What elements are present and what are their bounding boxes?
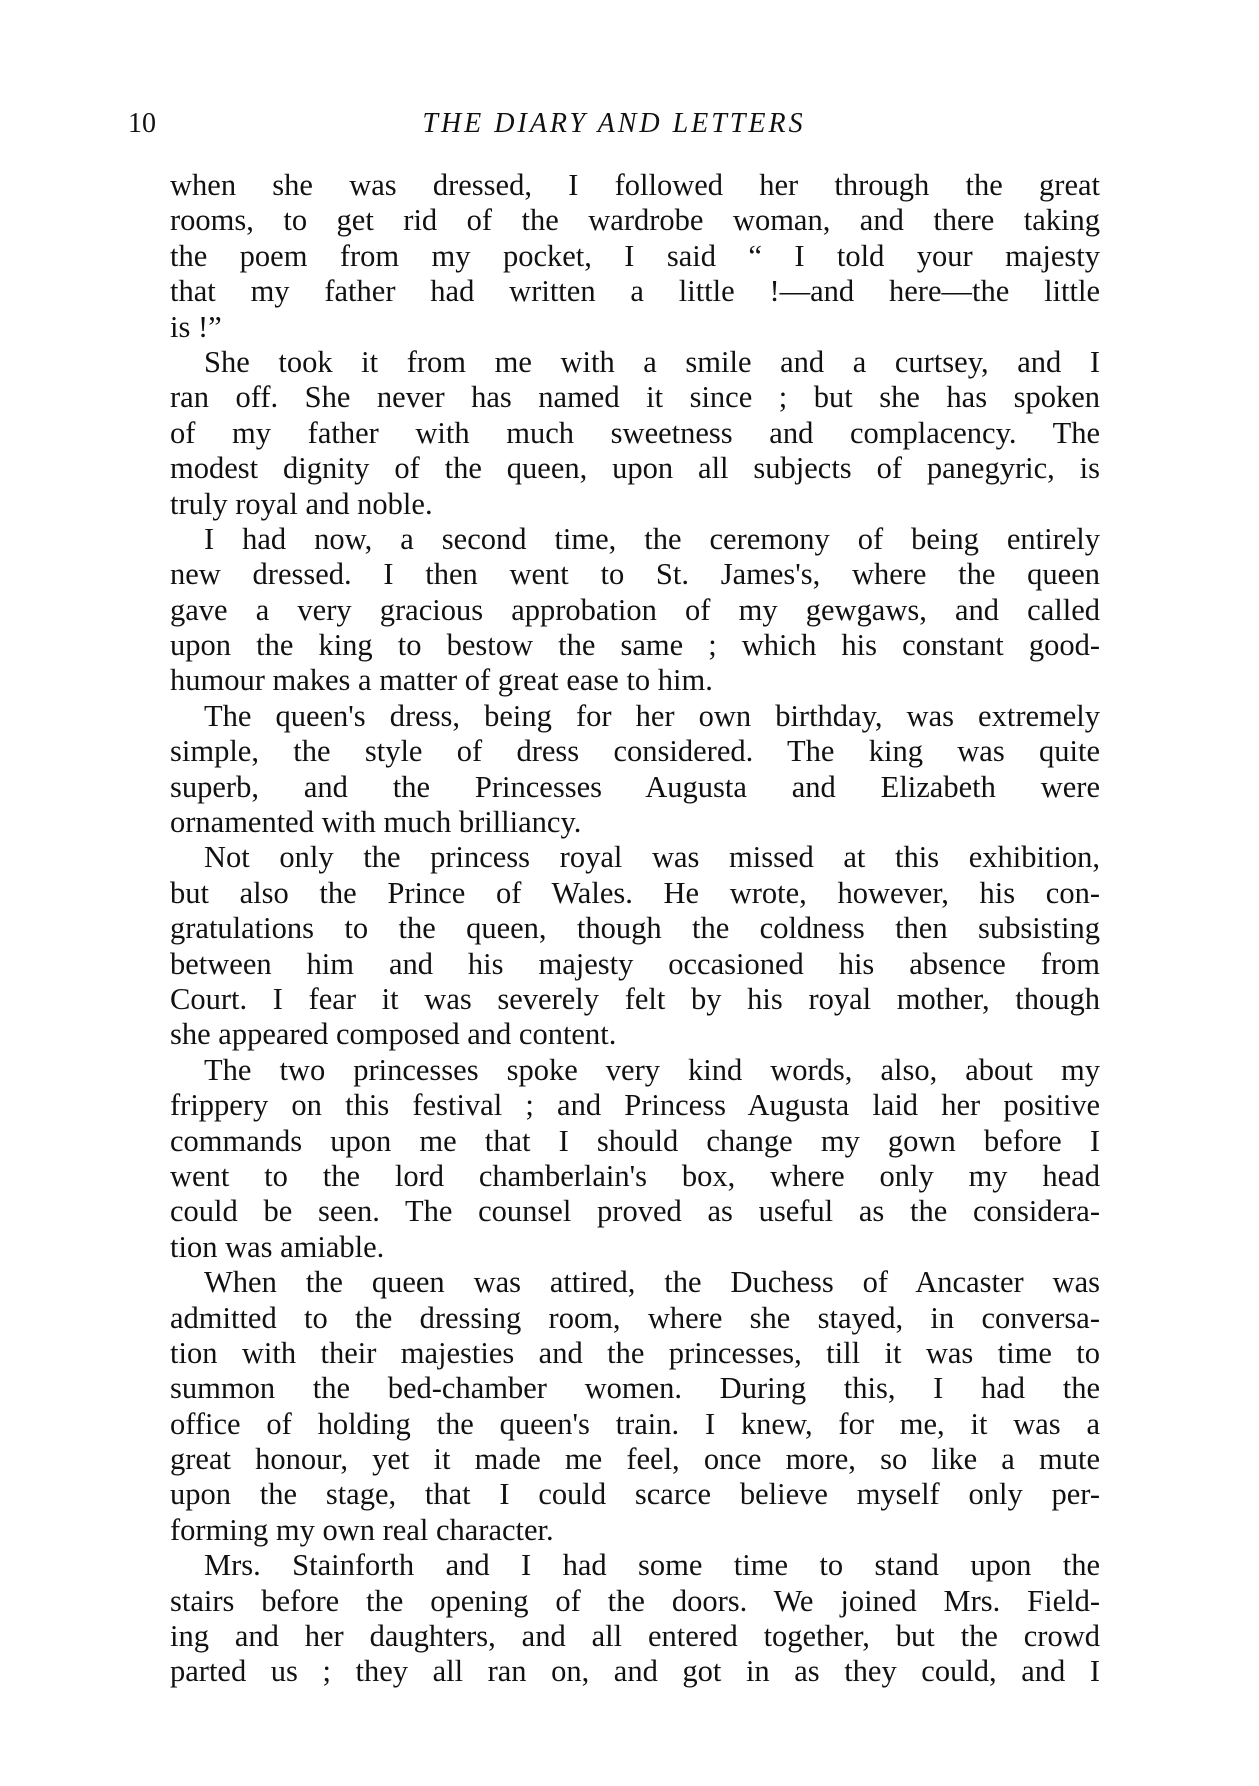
text-line: when she was dressed, I followed her through the great [170,168,1100,202]
text-line: admitted to the dressing room, where she stayed, in conversa- [170,1300,1100,1335]
text-line: great honour, yet it made me feel, once more, so like a mute [170,1442,1100,1477]
text-line: between him and his majesty occasioned his absence from [170,946,1100,981]
body-text [170,168,1100,1690]
text-line: The two princesses spoke very kind words, also, about my [204,1052,1100,1087]
page-header [128,104,1100,144]
text-line: upon the king to bestow the same ; which his constant good- [170,628,1100,663]
text-line: summon the bed-chamber women. During this, I had the [170,1371,1100,1406]
text-line: parted us ; they all ran on, and got in as they could, and I [170,1654,1100,1689]
text-line: could be seen. The counsel proved as useful as the considera- [170,1194,1100,1229]
text-line: she appeared composed and content. [170,1017,617,1052]
text-line: of my father with much sweetness and complacency. The [170,415,1100,450]
text-line: rooms, to get rid of the wardrobe woman, and there taking [170,203,1100,238]
text-line: Not only the princess royal was missed at this exhibition, [204,840,1100,875]
text-line: forming my own real character. [170,1512,554,1547]
text-line: frippery on this festival ; and Princess Augusta laid her positive [170,1088,1100,1123]
text-line: gave a very gracious approbation of my gewgaws, and called [170,592,1100,627]
text-line: new dressed. I then went to St. James's, where the queen [170,557,1100,592]
text-line: stairs before the opening of the doors. We joined Mrs. Field- [170,1583,1100,1618]
text-line: but also the Prince of Wales. He wrote, however, his con- [170,875,1100,910]
text-line: When the queen was attired, the Duchess of Ancaster was [204,1265,1100,1300]
text-line: truly royal and noble. [170,486,433,521]
text-line: tion was amiable. [170,1229,385,1264]
text-line: The queen's dress, being for her own birthday, was extremely [204,698,1100,733]
text-line: I had now, a second time, the ceremony of being entirely [204,521,1100,556]
text-line: tion with their majesties and the princesses, till it was time to [170,1335,1100,1370]
text-line: the poem from my pocket, I said “ I told your majesty [170,238,1100,273]
text-line: ran off. She never has named it since ; but she has spoken [170,380,1100,415]
text-line: simple, the style of dress considered. The king was quite [170,734,1100,769]
text-line: superb, and the Princesses Augusta and Elizabeth were [170,769,1100,804]
text-line: humour makes a matter of great ease to him. [170,663,713,698]
text-line: Court. I fear it was severely felt by his royal mother, though [170,981,1100,1016]
text-line: She took it from me with a smile and a curtsey, and I [204,344,1100,379]
text-line: is !” [170,309,222,344]
text-line: went to the lord chamberlain's box, where only my head [170,1158,1100,1193]
text-line: that my father had written a little !—and here—the little [170,274,1100,309]
page-number: 10 [128,108,156,139]
running-head: THE DIARY AND LETTERS [422,108,806,139]
text-line: upon the stage, that I could scarce believe myself only per- [170,1477,1100,1512]
text-line: ornamented with much brilliancy. [170,805,582,840]
text-line: commands upon me that I should change my gown before I [170,1123,1100,1158]
text-line: Mrs. Stainforth and I had some time to stand upon the [204,1548,1100,1583]
text-line: gratulations to the queen, though the coldness then subsisting [170,911,1100,946]
text-line: office of holding the queen's train. I knew, for me, it was a [170,1406,1100,1441]
text-line: modest dignity of the queen, upon all subjects of panegyric, is [170,451,1100,486]
text-line: ing and her daughters, and all entered together, but the crowd [170,1619,1100,1654]
